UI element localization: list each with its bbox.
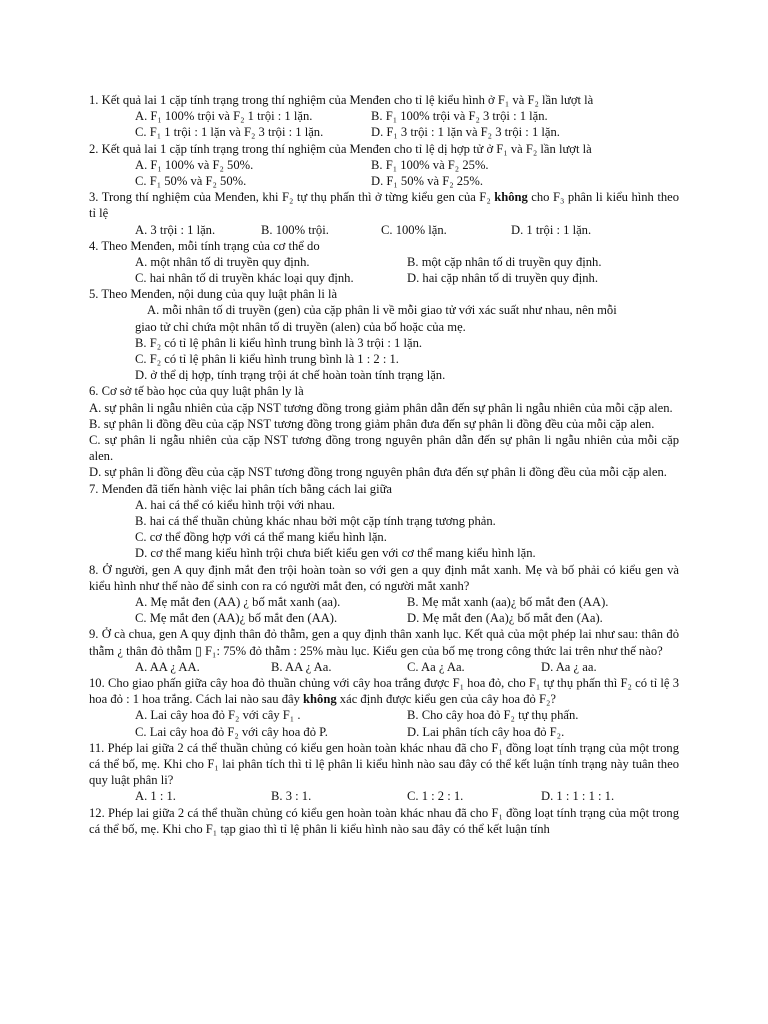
emphasis-word: không — [303, 692, 337, 707]
question-stem: 12. Phép lai giữa 2 cá thể thuần chủng có kiểu gen hoàn toàn khác nhau đã cho F₁ đồng loạt tính trạng của một trong cá thể bố, mẹ. Khi cho F₁ tạp giao thì tỉ lệ phân li kiểu hình nào sau đây có thể kết luận tính — [89, 805, 679, 836]
question-3 — [89, 189, 679, 238]
option-d: D. 1 trội : 1 lặn. — [511, 222, 592, 237]
option-c: C. sự phân li ngẫu nhiên của cặp NST tương đồng trong nguyên phân dẫn đến sự phân li ngẫu nhiên của mỗi cặp alen. — [89, 433, 679, 464]
option-b: B. 100% trội. — [261, 222, 329, 237]
option-b: B. hai cá thể thuần chủng khác nhau bởi một cặp tính trạng tương phản. — [135, 513, 496, 528]
question-stem: 10. Cho giao phấn giữa cây hoa đỏ thuần chủng với cây hoa trắng được F₁ hoa đỏ, cho F₁ tự thụ phấn thì F₂ có tỉ lệ 3 hoa đỏ : 1 hoa trắng. Cách lai nào sau đây không xác định được kiểu gen của cây hoa đỏ F₂? — [89, 675, 679, 707]
option-c: C. cơ thể đồng hợp với cá thể mang kiểu hình lặn. — [135, 530, 387, 545]
question-stem: 2. Kết quả lai 1 cặp tính trạng trong thí nghiệm của Menđen cho tỉ lệ dị hợp tử ở F₁ và F₂ lần lượt là — [89, 141, 592, 156]
option-b: B. F₂ có tỉ lệ phân li kiểu hình trung bình là 3 trội : 1 lặn. — [135, 335, 423, 350]
option-c: C. F₁ 1 trội : 1 lặn và F₂ 3 trội : 1 lặn. — [135, 125, 324, 140]
option-d: D. cơ thể mang kiểu hình trội chưa biết kiểu gen với cơ thể mang kiểu hình lặn. — [135, 546, 536, 561]
question-6 — [89, 383, 679, 480]
option-b: B. Cho cây hoa đỏ F₂ tự thụ phấn. — [407, 708, 579, 723]
question-11 — [89, 740, 679, 805]
question-2 — [89, 141, 679, 190]
option-b: B. F₁ 100% trội và F₂ 3 trội : 1 lặn. — [371, 109, 548, 124]
option-a: A. 3 trội : 1 lặn. — [135, 222, 216, 237]
question-12 — [89, 805, 679, 837]
option-c: C. Aa ¿ Aa. — [407, 659, 465, 674]
option-b: B. Mẹ mắt xanh (aa)¿ bố mắt đen (AA). — [407, 594, 609, 609]
option-c: C. F₁ 50% và F₂ 50%. — [135, 173, 247, 188]
option-c: C. hai nhân tố di truyền khác loại quy định. — [135, 271, 354, 286]
option-c: C. 1 : 2 : 1. — [407, 789, 464, 804]
option-b: B. 3 : 1. — [271, 789, 312, 804]
option-a: A. F₁ 100% trội và F₂ 1 trội : 1 lặn. — [135, 109, 313, 124]
option-a: A. một nhân tố di truyền quy định. — [135, 254, 310, 269]
option-d: D. ở thể dị hợp, tính trạng trội át chế hoàn toàn tính trạng lặn. — [135, 368, 446, 383]
option-d: D. hai cặp nhân tố di truyền quy định. — [407, 271, 598, 286]
option-b: B. một cặp nhân tố di truyền quy định. — [407, 254, 602, 269]
option-a: A. 1 : 1. — [135, 789, 176, 804]
option-c: C. F₂ có tỉ lệ phân li kiểu hình trung bình là 1 : 2 : 1. — [135, 352, 399, 367]
question-stem: 6. Cơ sở tế bào học của quy luật phân ly là — [89, 384, 304, 399]
option-c: C. Mẹ mắt đen (AA)¿ bố mắt đen (AA). — [135, 611, 338, 626]
question-8 — [89, 562, 679, 627]
question-stem: 4. Theo Menđen, mỗi tính trạng của cơ thể do — [89, 238, 320, 253]
option-a-continued: giao tử chỉ chứa một nhân tố di truyền (alen) của bố hoặc của mẹ. — [135, 319, 466, 334]
option-d: D. Mẹ mắt đen (Aa)¿ bố mắt đen (Aa). — [407, 611, 603, 626]
question-5 — [89, 286, 679, 383]
question-10 — [89, 675, 679, 740]
question-stem: 9. Ở cà chua, gen A quy định thân đỏ thẫm, gen a quy định thân xanh lục. Kết quả của một phép lai như sau: thân đỏ thẫm ¿ thân đỏ thẫm ▯ F₁: 75% đỏ thẫm : 25% màu lục. Kiểu gen của bố mẹ trong công thức lai trên như thế nào? — [89, 627, 679, 658]
question-1 — [89, 92, 679, 141]
option-d: D. sự phân li đồng đều của cặp NST tương đồng trong nguyên phân đưa đến sự phân li đồng đều của mỗi cặp alen. — [89, 465, 667, 480]
question-stem: 11. Phép lai giữa 2 cá thể thuần chủng có kiểu gen hoàn toàn khác nhau đã cho F₁ đồng loạt tính trạng của một trong cá thể bố, mẹ. Khi cho F₁ lai phân tích thì tỉ lệ phân li kiểu hình nào sau đây có thể kết luận tính trạng này tuân theo quy luật phân li? — [89, 740, 679, 788]
option-a: A. hai cá thể có kiểu hình trội với nhau. — [135, 497, 336, 512]
question-list — [89, 92, 679, 837]
option-d: D. Lai phân tích cây hoa đỏ F₂. — [407, 724, 565, 739]
option-a: A. Mẹ mắt đen (AA) ¿ bố mắt xanh (aa). — [135, 594, 341, 609]
option-d: D. Aa ¿ aa. — [541, 659, 597, 674]
question-stem: 3. Trong thí nghiệm của Menđen, khi F₂ tự thụ phấn thì ở từng kiểu gen của F₂ không cho F₃ phân li kiểu hình theo tỉ lệ — [89, 190, 679, 221]
option-b: B. F₁ 100% và F₂ 25%. — [371, 157, 489, 172]
question-stem: 1. Kết quả lai 1 cặp tính trạng trong thí nghiệm của Menđen cho tỉ lệ kiểu hình ở F₁ và F₂ lần lượt là — [89, 93, 594, 107]
option-a: A. AA ¿ AA. — [135, 659, 200, 674]
option-a: A. sự phân li ngẫu nhiên của cặp NST tương đồng trong giảm phân dẫn đến sự phân li ngẫu nhiên của mỗi cặp alen. — [89, 400, 673, 415]
emphasis-word: không — [494, 190, 528, 205]
option-b: B. sự phân li đồng đều của cặp NST tương đồng trong giảm phân đưa đến sự phân li đồng đều của mỗi cặp alen. — [89, 416, 655, 431]
option-b: B. AA ¿ Aa. — [271, 659, 332, 674]
option-d: D. F₁ 3 trội : 1 lặn và F₂ 3 trội : 1 lặn. — [371, 125, 560, 140]
question-stem: 5. Theo Menđen, nội dung của quy luật phân li là — [89, 287, 338, 302]
option-a: A. F₁ 100% và F₂ 50%. — [135, 157, 254, 172]
option-d: D. F₁ 50% và F₂ 25%. — [371, 173, 483, 188]
option-c: C. 100% lặn. — [381, 222, 447, 237]
question-4 — [89, 238, 679, 287]
question-9 — [89, 626, 679, 675]
option-d: D. 1 : 1 : 1 : 1. — [541, 789, 615, 804]
question-7 — [89, 481, 679, 562]
option-a: A. mỗi nhân tố di truyền (gen) của cặp phân li về mỗi giao tử với xác suất như nhau, nên mỗi — [147, 303, 617, 318]
option-a: A. Lai cây hoa đỏ F₂ với cây F₁ . — [135, 708, 301, 723]
question-stem: 7. Menđen đã tiến hành việc lai phân tích bằng cách lai giữa — [89, 481, 393, 496]
option-c: C. Lai cây hoa đỏ F₂ với cây hoa đỏ P. — [135, 724, 328, 739]
question-stem: 8. Ở người, gen A quy định mắt đen trội hoàn toàn so với gen a quy định mắt xanh. Mẹ và bố phải có kiểu gen và kiểu hình như thế nào để sinh con ra có người mắt đen, có người mắt xanh? — [89, 562, 679, 593]
